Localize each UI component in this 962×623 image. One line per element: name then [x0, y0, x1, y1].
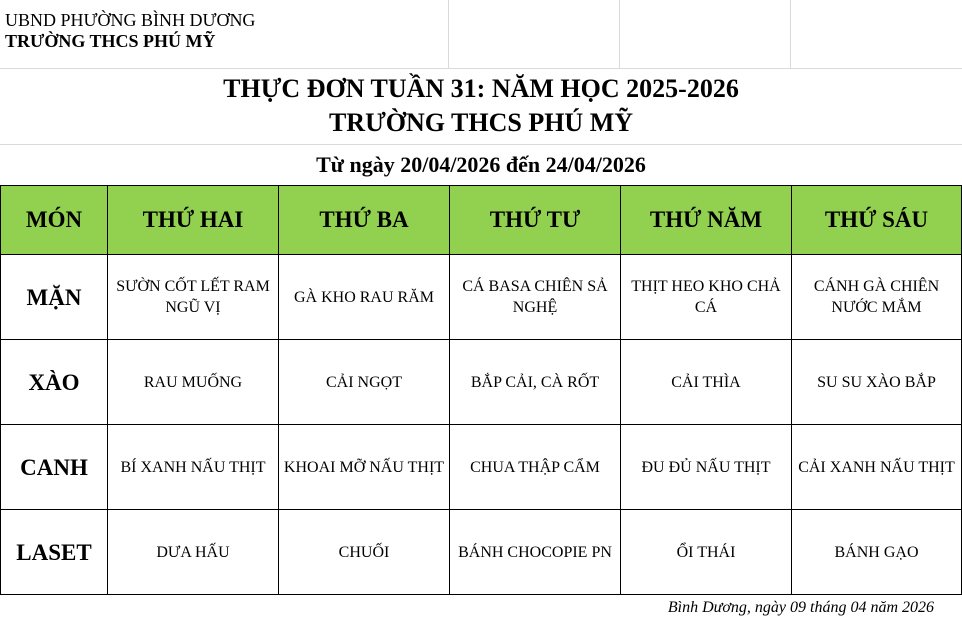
menu-cell: CẢI THÌA [620, 339, 792, 425]
row-label: LASET [0, 509, 108, 595]
menu-cell: BÁNH GẠO [791, 509, 962, 595]
menu-cell: SƯỜN CỐT LẾT RAM NGŨ VỊ [107, 254, 279, 340]
menu-cell: ỔI THÁI [620, 509, 792, 595]
column-header: THỨ BA [278, 185, 450, 255]
menu-cell: RAU MUỐNG [107, 339, 279, 425]
menu-cell: KHOAI MỠ NẤU THỊT [278, 424, 450, 510]
gridline [619, 0, 620, 68]
row-label: XÀO [0, 339, 108, 425]
gridline [790, 0, 791, 68]
menu-cell: CHUA THẬP CẨM [449, 424, 621, 510]
row-label: CANH [0, 424, 108, 510]
org-name: UBND PHƯỜNG BÌNH DƯƠNG [5, 10, 256, 30]
menu-cell: DƯA HẤU [107, 509, 279, 595]
column-header: THỨ SÁU [791, 185, 962, 255]
column-header: THỨ HAI [107, 185, 279, 255]
school-name: TRƯỜNG THCS PHÚ MỸ [5, 31, 216, 51]
column-header: THỨ TƯ [449, 185, 621, 255]
org-header-row [0, 0, 962, 69]
column-header: MÓN [0, 185, 108, 255]
menu-cell: SU SU XÀO BẮP [791, 339, 962, 425]
signature-date: Bình Dương, ngày 09 tháng 04 năm 2026 [667, 599, 934, 616]
column-header: THỨ NĂM [620, 185, 792, 255]
menu-cell: CHUỐI [278, 509, 450, 595]
row-label: MẶN [0, 254, 108, 340]
page-subtitle: TRƯỜNG THCS PHÚ MỸ [328, 108, 634, 137]
page-title: THỰC ĐƠN TUẦN 31: NĂM HỌC 2025-2026 [223, 74, 739, 103]
menu-cell: BÍ XANH NẤU THỊT [107, 424, 279, 510]
organization-block [5, 10, 255, 52]
menu-cell: ĐU ĐỦ NẤU THỊT [620, 424, 792, 510]
menu-table [0, 185, 962, 595]
menu-cell: BÁNH CHOCOPIE PN [449, 509, 621, 595]
date-range: Từ ngày 20/04/2026 đến 24/04/2026 [316, 152, 646, 177]
title-block [0, 68, 962, 145]
menu-cell: GÀ KHO RAU RĂM [278, 254, 450, 340]
gridline [448, 0, 449, 68]
menu-cell: BẮP CẢI, CÀ RỐT [449, 339, 621, 425]
menu-cell: CÁ BASA CHIÊN SẢ NGHỆ [449, 254, 621, 340]
menu-cell: CẢI XANH NẤU THỊT [791, 424, 962, 510]
menu-cell: CẢI NGỌT [278, 339, 450, 425]
menu-cell: CÁNH GÀ CHIÊN NƯỚC MẮM [791, 254, 962, 340]
menu-cell: THỊT HEO KHO CHẢ CÁ [620, 254, 792, 340]
